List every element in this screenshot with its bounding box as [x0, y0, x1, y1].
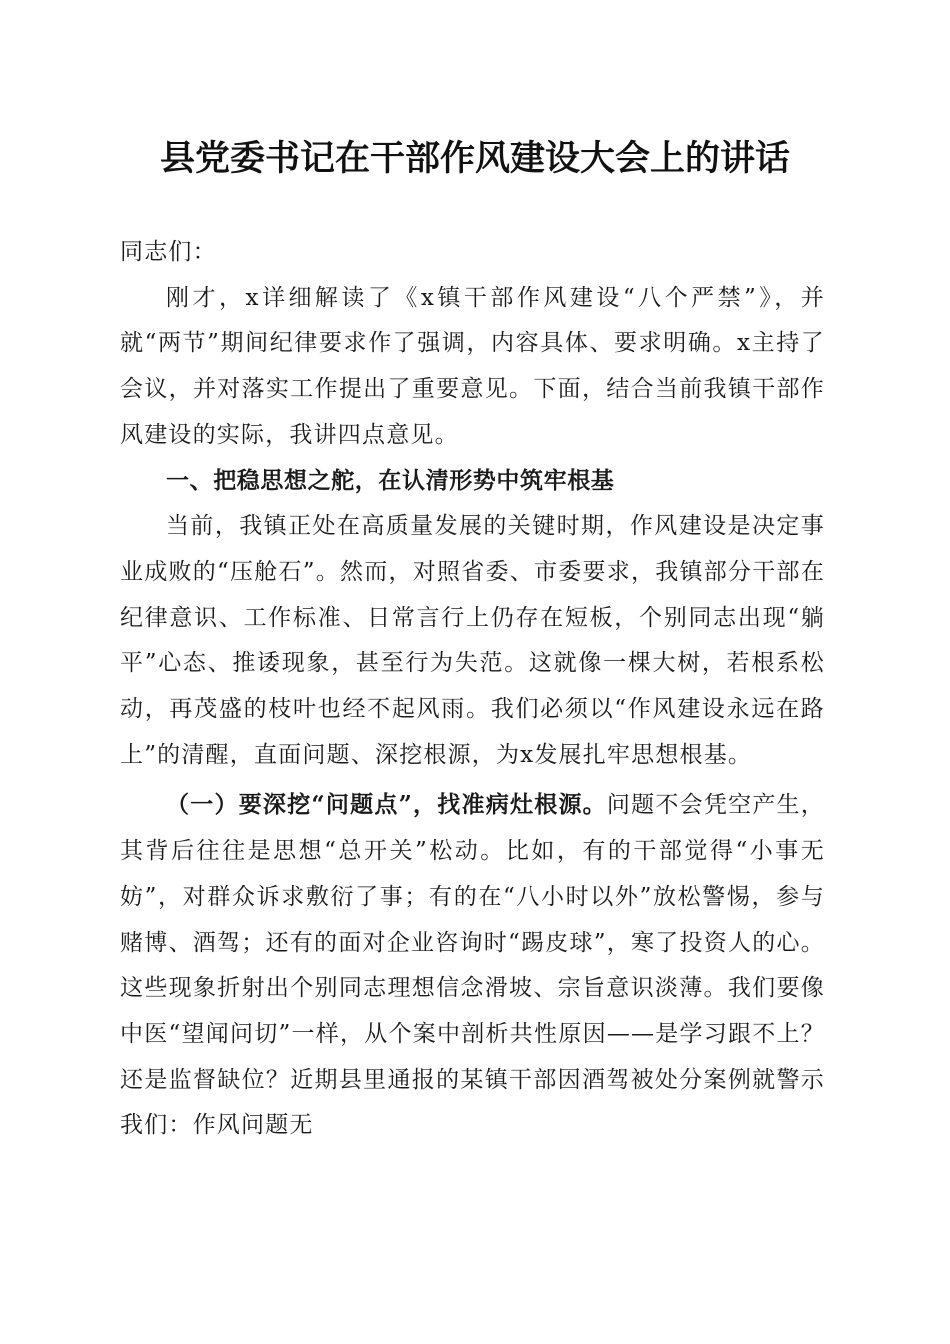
section-heading: 一、把稳思想之舵，在认清形势中筑牢根基	[166, 467, 615, 494]
subsection-paragraph	[120, 782, 825, 1149]
intro-paragraph: 刚才，x详细解读了《x镇干部作风建设“八个严禁”》，并就“两节”期间纪律要求作了强调，内容具体、要求明确。x主持了会议，并对落实工作提出了重要意见。下面，结合当前我镇干部作风建设的实际，我讲四点意见。	[120, 284, 825, 448]
document-body	[120, 230, 825, 1149]
salutation: 同志们：	[120, 239, 217, 265]
subsection-lead: （一）要深挖“问题点”，找准病灶根源。	[166, 791, 607, 819]
section-paragraph: 当前，我镇正处在高质量发展的关键时期，作风建设是决定事业成败的“压舱石”。然而，对照省委、市委要求，我镇部分干部在纪律意识、工作标准、日常言行上仍存在短板，个别同志出现“躺平”心态、推诿现象，甚至行为失范。这就像一棵大树，若根系松动，再茂盛的枝叶也经不起风雨。我们必须以“作风建设永远在路上”的清醒，直面问题、深挖根源，为x发展扎牢思想根基。	[120, 513, 825, 768]
subsection-text: 问题不会凭空产生，其背后往往是思想“总开关”松动。比如，有的干部觉得“小事无妨”，对群众诉求敷衍了事；有的在“八小时以外”放松警惕，参与赌博、酒驾；还有的面对企业咨询时“踢皮球”，寒了投资人的心。这些现象折射出个别同志理想信念滑坡、宗旨意识淡薄。我们要像中医“望闻问切”一样，从个案中剖析共性原因——是学习跟不上？还是监督缺位？近期县里通报的某镇干部因酒驾被处分案例就警示我们：作风问题无	[120, 792, 825, 1139]
document-title: 县党委书记在干部作风建设大会上的讲话	[159, 138, 790, 179]
